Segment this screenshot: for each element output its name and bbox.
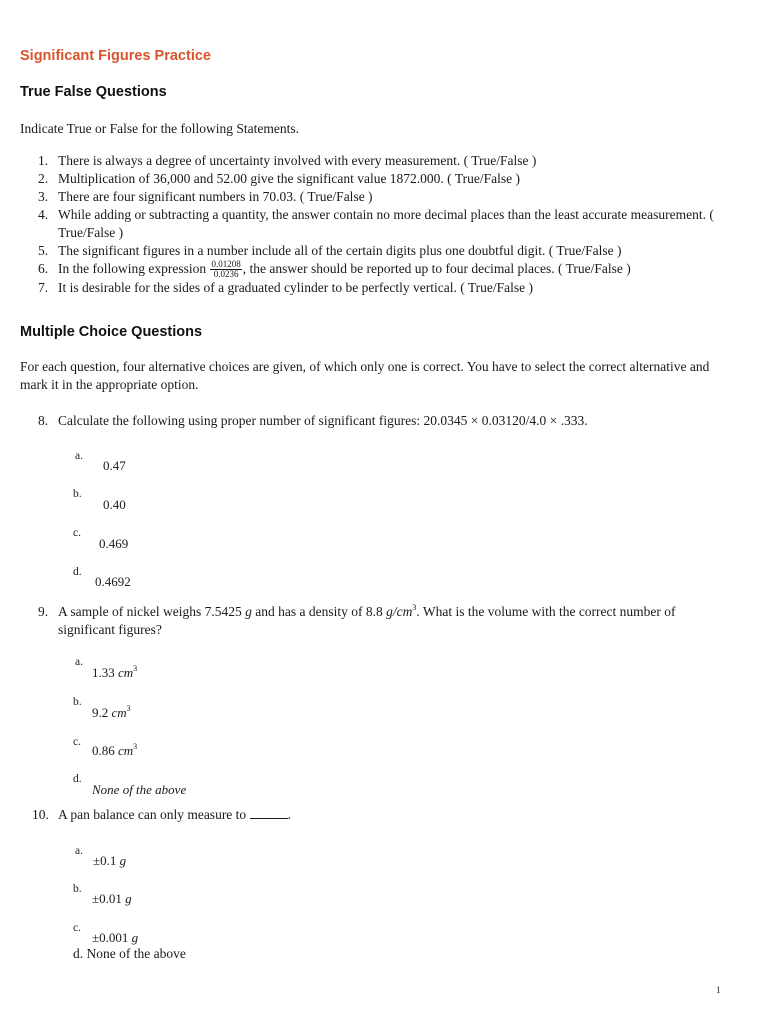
option-value[interactable]: 1.33 $cm^3$ bbox=[92, 664, 138, 680]
option-letter: b. bbox=[73, 488, 82, 500]
question-10: 10. A pan balance can only measure to . bbox=[32, 807, 291, 822]
option-value[interactable]: 9.2 $cm^3$ bbox=[92, 704, 131, 720]
page-number: 1 bbox=[716, 985, 721, 995]
option-value[interactable]: ±0.001 g bbox=[92, 930, 139, 945]
option-letter: a. bbox=[75, 845, 83, 857]
mc-heading: Multiple Choice Questions bbox=[20, 324, 203, 340]
option-value[interactable]: 0.47 bbox=[103, 458, 126, 473]
list-item: 1. There is always a degree of uncertainty involved with every measurement. ( True/False ) bbox=[38, 153, 537, 168]
list-item: 7. It is desirable for the sides of a graduated cylinder to be perfectly vertical. ( True/False ) bbox=[38, 280, 533, 296]
tf-intro: Indicate True or False for the following Statements. bbox=[20, 121, 299, 136]
tf-list bbox=[38, 152, 738, 297]
option-value[interactable]: ±0.01 g bbox=[92, 891, 132, 906]
mc-intro: For each question, four alternative choices are given, of which only one is correct. You have to select the correct alternative and mark it in the appropriate option. bbox=[20, 359, 710, 392]
option-letter: a. bbox=[75, 656, 83, 668]
list-item: 4. While adding or subtracting a quantity, the answer contain no more decimal places than the least accurate measurement. ( True/False ) bbox=[38, 207, 714, 240]
list-item: 5. The significant figures in a number include all of the certain digits plus one doubtful digit. ( True/False ) bbox=[38, 243, 622, 258]
tf-heading: True False Questions bbox=[20, 84, 167, 100]
list-item: 6. In the following expression $\frac{0.01208}{0.0236}$ , the answer should be reported up to four decimal places. ( True/False ) bbox=[38, 259, 631, 280]
fraction: $\frac{0.01208}{0.0236}$ bbox=[211, 259, 241, 280]
document-title: Significant Figures Practice bbox=[20, 48, 211, 64]
option-letter: c. bbox=[73, 922, 81, 934]
option-letter: d. bbox=[73, 773, 82, 785]
list-item: 2. Multiplication of 36,000 and 52.00 give the significant value 1872.000. ( True/False ) bbox=[38, 171, 520, 186]
option-letter: c. bbox=[73, 527, 81, 539]
option-letter: b. bbox=[73, 696, 82, 708]
question-9: 9. A sample of nickel weighs 7.5425 g and has a density of 8.8 $g/cm^3$. What is the volume with the correct number of significant figures? bbox=[38, 603, 676, 637]
answer-blank[interactable] bbox=[250, 807, 288, 819]
option-value[interactable]: 0.86 $cm^3$ bbox=[92, 742, 138, 758]
list-item: 3. There are four significant numbers in 70.03. ( True/False ) bbox=[38, 189, 373, 204]
option-value[interactable]: 0.40 bbox=[103, 497, 126, 512]
option-letter: b. bbox=[73, 883, 82, 895]
option-letter: c. bbox=[73, 736, 81, 748]
option-value[interactable]: ±0.1 g bbox=[93, 853, 127, 868]
option-letter: a. bbox=[75, 450, 83, 462]
option-value[interactable]: d. None of the above bbox=[73, 946, 186, 961]
option-value[interactable]: 0.469 bbox=[99, 536, 129, 551]
option-value[interactable]: 0.4692 bbox=[95, 574, 131, 589]
option-letter: d. bbox=[73, 566, 82, 578]
option-value[interactable]: None of the above bbox=[92, 782, 187, 797]
question-8: 8. Calculate the following using proper number of significant figures: 20.0345 × 0.03120/4.0 × .333. bbox=[38, 413, 588, 428]
